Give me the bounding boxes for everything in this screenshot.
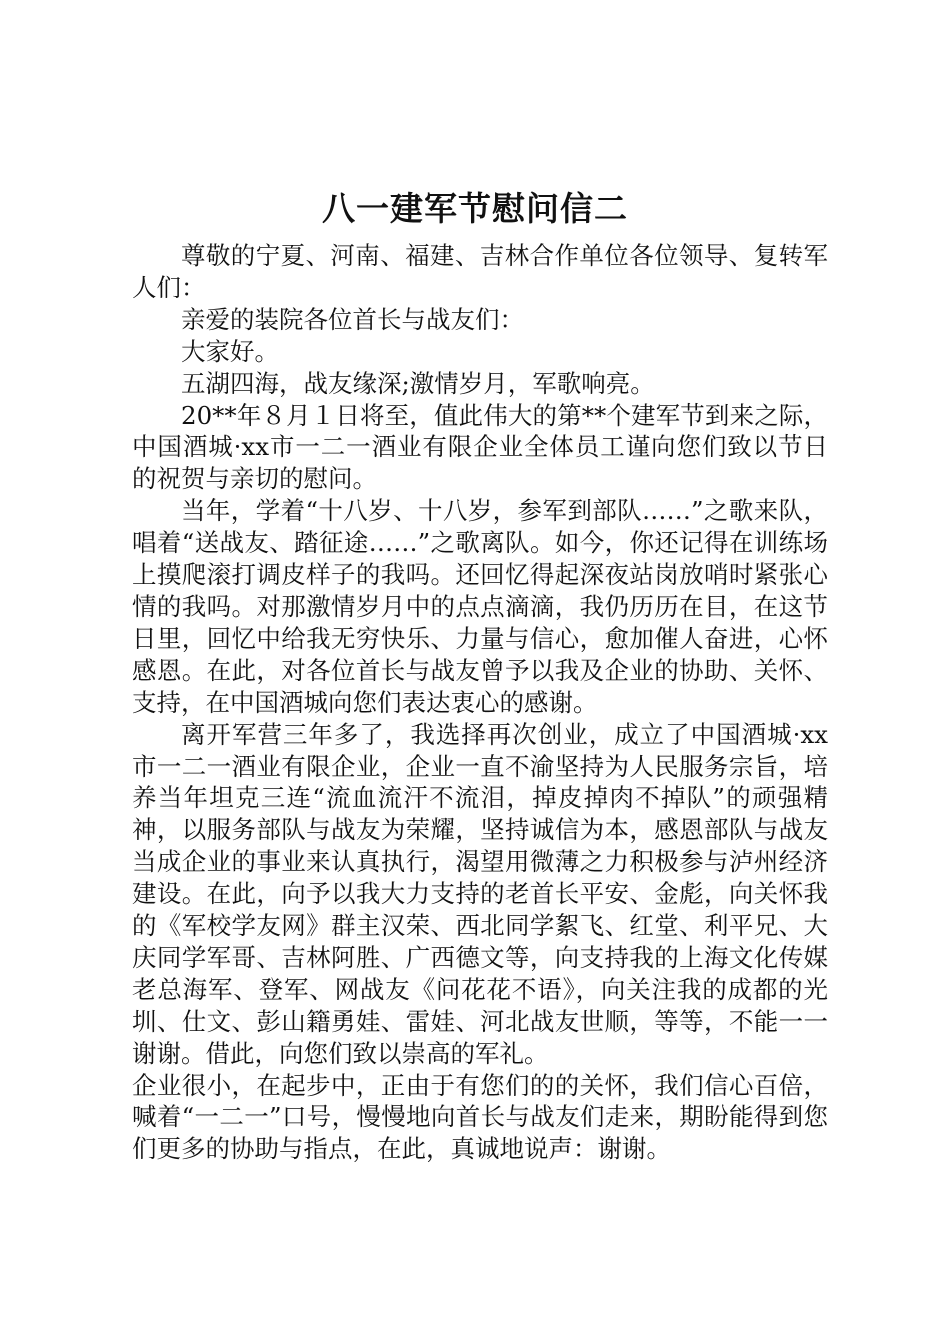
- motto-paragraph: 五湖四海，战友缘深;激情岁月，军歌响亮。: [181, 368, 655, 398]
- letter-body: [132, 240, 828, 1165]
- body-paragraph: 20**年８月１日将至，值此伟大的第**个建军节到来之际，中国酒城·xx市一二一酒业有限企业全体员工谨向您们致以节日的祝贺与亲切的慰问。: [132, 400, 828, 494]
- body-paragraph: 离开军营三年多了，我选择再次创业，成立了中国酒城·xx市一二一酒业有限企业，企业一直不渝坚持为人民服务宗旨，培养当年坦克三连“流血流汗不流泪，掉皮掉肉不掉队”的顽强精神，以服务部队与战友为荣耀，坚持诚信为本，感恩部队与战友当成企业的事业来认真执行，渴望用微薄之力积极参与泸州经济建设。在此，向予以我大力支持的老首长平安、金彪，向关怀我的《军校学友网》群主汉荣、西北同学絮飞、红堂、利平兄、大庆同学军哥、吉林阿胜、广西德文等，向支持我的上海文化传媒老总海军、登军、网战友《问花花不语》，向关注我的成都的光圳、仕文、彭山籍勇娃、雷娃、河北战友世顺，等等，不能一一谢谢。借此，向您们致以崇高的军礼。: [132, 719, 828, 1068]
- closing-paragraph: 企业很小，在起步中，正由于有您们的的关怀，我们信心百倍，喊着“一二一”口号，慢慢地向首长与战友们走来，期盼能得到您们更多的协助与指点，在此，真诚地说声：谢谢。: [132, 1070, 828, 1164]
- salutation-paragraph: 尊敬的宁夏、河南、福建、吉林合作单位各位领导、复转军人们：: [132, 241, 828, 302]
- body-paragraph: 当年，学着“十八岁、十八岁，参军到部队……”之歌来队，唱着“送战友、踏征途……”之歌离队。如今，你还记得在训练场上摸爬滚打调皮样子的我吗。还回忆得起深夜站岗放哨时紧张心情的我吗。对那激情岁月中的点点滴滴，我仍历历在目，在这节日里，回忆中给我无穷快乐、力量与信心，愈加催人奋进，心怀感恩。在此，对各位首长与战友曾予以我及企业的协助、关怀、支持，在中国酒城向您们表达衷心的感谢。: [132, 496, 828, 717]
- greeting-paragraph: 大家好。: [181, 336, 279, 366]
- document-title: 八一建军节慰问信二: [322, 189, 628, 228]
- salutation-paragraph-2: 亲爱的装院各位首长与战友们：: [181, 304, 524, 334]
